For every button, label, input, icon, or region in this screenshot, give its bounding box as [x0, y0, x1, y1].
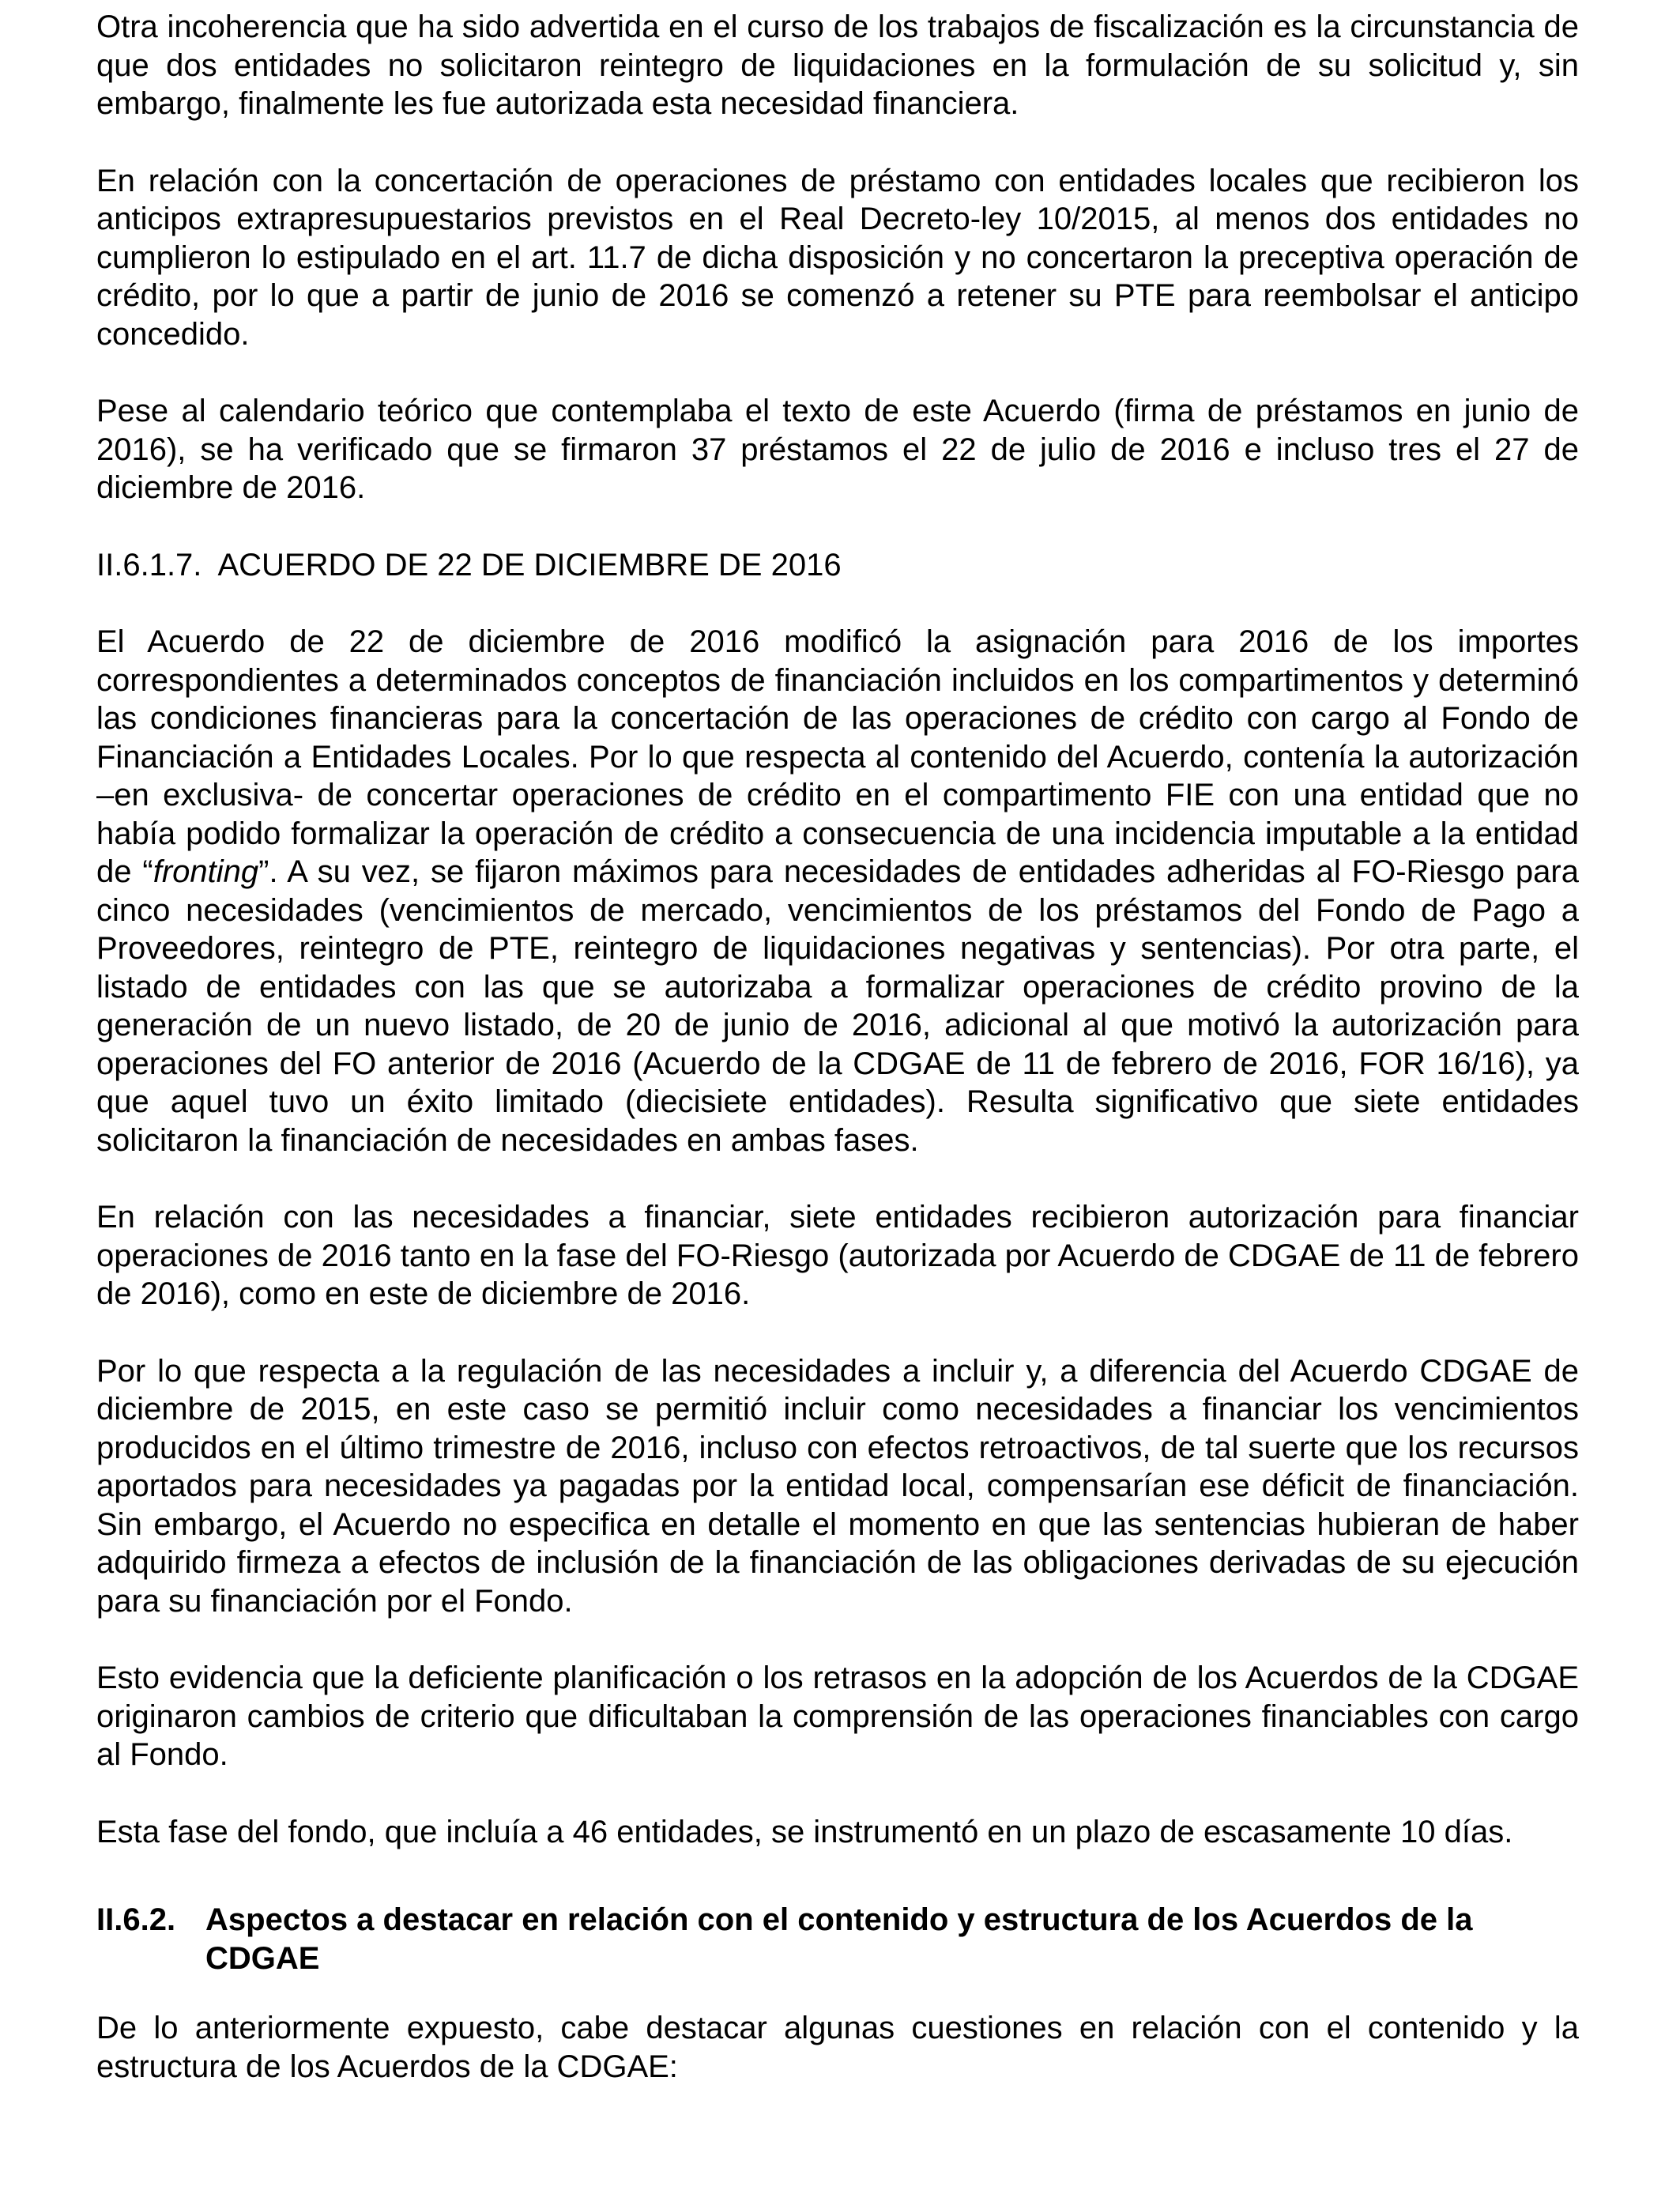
paragraph-regulacion-necesidades: Por lo que respecta a la regulación de las necesidades a incluir y, a diferencia del Acuerdo CDGAE de diciembre de 2015, en este caso se permitió incluir como necesidades a financiar los vencimientos producidos en el último trimestre de 2016, incluso con efectos retroactivos, de tal suerte que los recursos aportados para necesidades ya pagadas por la entidad local, compensarían ese déficit de financiación. Sin embargo, el Acuerdo no especifica en detalle el momento en que las sentencias hubieran de haber adquirido firmeza a efectos de inclusión de la financiación de las obligaciones derivadas de su ejecución para su financiación por el Fondo. — [96, 1353, 1579, 1619]
paragraph-cuestiones-destacar: De lo anteriormente expuesto, cabe destacar algunas cuestiones en relación con el contenido y la estructura de los Acuerdos de la CDGAE: — [96, 2011, 1579, 2084]
paragraph-necesidades-financiar: En relación con las necesidades a financiar, siete entidades recibieron autorización para financiar operaciones de 2016 tanto en la fase del FO-Riesgo (autorizada por Acuerdo de CDGAE de 11 de febrero de 2016), como en este de diciembre de 2016. — [96, 1200, 1579, 1311]
document-page — [96, 8, 1579, 2086]
paragraph-acuerdo-diciembre-part-2: ”. A su vez, se fijaron máximos para necesidades de entidades adheridas al FO-Riesgo para cinco necesidades (vencimientos de mercado, vencimientos de los préstamos del Fondo de Pago a Proveedores, reintegro de PTE, reintegro de liquidaciones negativas y sentencias). Por otra parte, el listado de entidades con las que se autorizaba a formalizar operaciones de crédito provino de la generación de un nuevo listado, de 20 de junio de 2016, adicional al que motivó la autorización para operaciones del FO anterior de 2016 (Acuerdo de la CDGAE de 11 de febrero de 2016, FOR 16/16), ya que aquel tuvo un éxito limitado (diecisiete entidades). Resulta significativo que siete entidades solicitaron la financiación de necesidades en ambas fases. — [96, 854, 1579, 1158]
section-heading — [96, 1901, 1579, 1977]
section-number: II.6.2. — [96, 1902, 176, 1937]
fronting-term: fronting — [153, 854, 259, 889]
paragraph-reintegro-liquidaciones: Otra incoherencia que ha sido advertida en el curso de los trabajos de fiscalización es la circunstancia de que dos entidades no solicitaron reintegro de liquidaciones en la formulación de su solicitud y, sin embargo, finalmente les fue autorizada esta necesidad financiera. — [96, 9, 1579, 121]
subsection-heading: II.6.1.7. ACUERDO DE 22 DE DICIEMBRE DE 2016 — [96, 547, 842, 582]
paragraph-anticipos-extrapresupuestarios: En relación con la concertación de operaciones de préstamo con entidades locales que recibieron los anticipos extrapresupuestarios previstos en el Real Decreto-ley 10/2015, al menos dos entidades no cumplieron lo estipulado en el art. 11.7 de dicha disposición y no concertaron la preceptiva operación de crédito, por lo que a partir de junio de 2016 se comenzó a retener su PTE para reembolsar el anticipo concedido. — [96, 163, 1579, 352]
paragraph-acuerdo-diciembre-part-1: El Acuerdo de 22 de diciembre de 2016 modificó la asignación para 2016 de los importes correspondientes a determinados conceptos de financiación incluidos en los compartimentos y determinó las condiciones financieras para la concertación de las operaciones de crédito con cargo al Fondo de Financiación a Entidades Locales. Por lo que respecta al contenido del Acuerdo, contenía la autorización –en exclusiva- de concertar operaciones de crédito en el compartimento FIE con una entidad que no había podido formalizar la operación de crédito a consecuencia de una incidencia imputable a la entidad de “ — [96, 624, 1579, 889]
paragraph-fase-fondo: Esta fase del fondo, que incluía a 46 entidades, se instrumentó en un plazo de escasamente 10 días. — [96, 1814, 1513, 1849]
paragraph-deficiente-planificacion: Esto evidencia que la deficiente planificación o los retrasos en la adopción de los Acuerdos de la CDGAE originaron cambios de criterio que dificultaban la comprensión de las operaciones financiables con cargo al Fondo. — [96, 1661, 1579, 1772]
paragraph-calendario-prestamos: Pese al calendario teórico que contemplaba el texto de este Acuerdo (firma de préstamos en junio de 2016), se ha verificado que se firmaron 37 préstamos el 22 de julio de 2016 e incluso tres el 27 de diciembre de 2016. — [96, 394, 1579, 505]
paragraph-acuerdo-diciembre — [96, 623, 1579, 1159]
section-title: Aspectos a destacar en relación con el contenido y estructura de los Acuerdos de la CDGAE — [205, 1902, 1473, 1976]
